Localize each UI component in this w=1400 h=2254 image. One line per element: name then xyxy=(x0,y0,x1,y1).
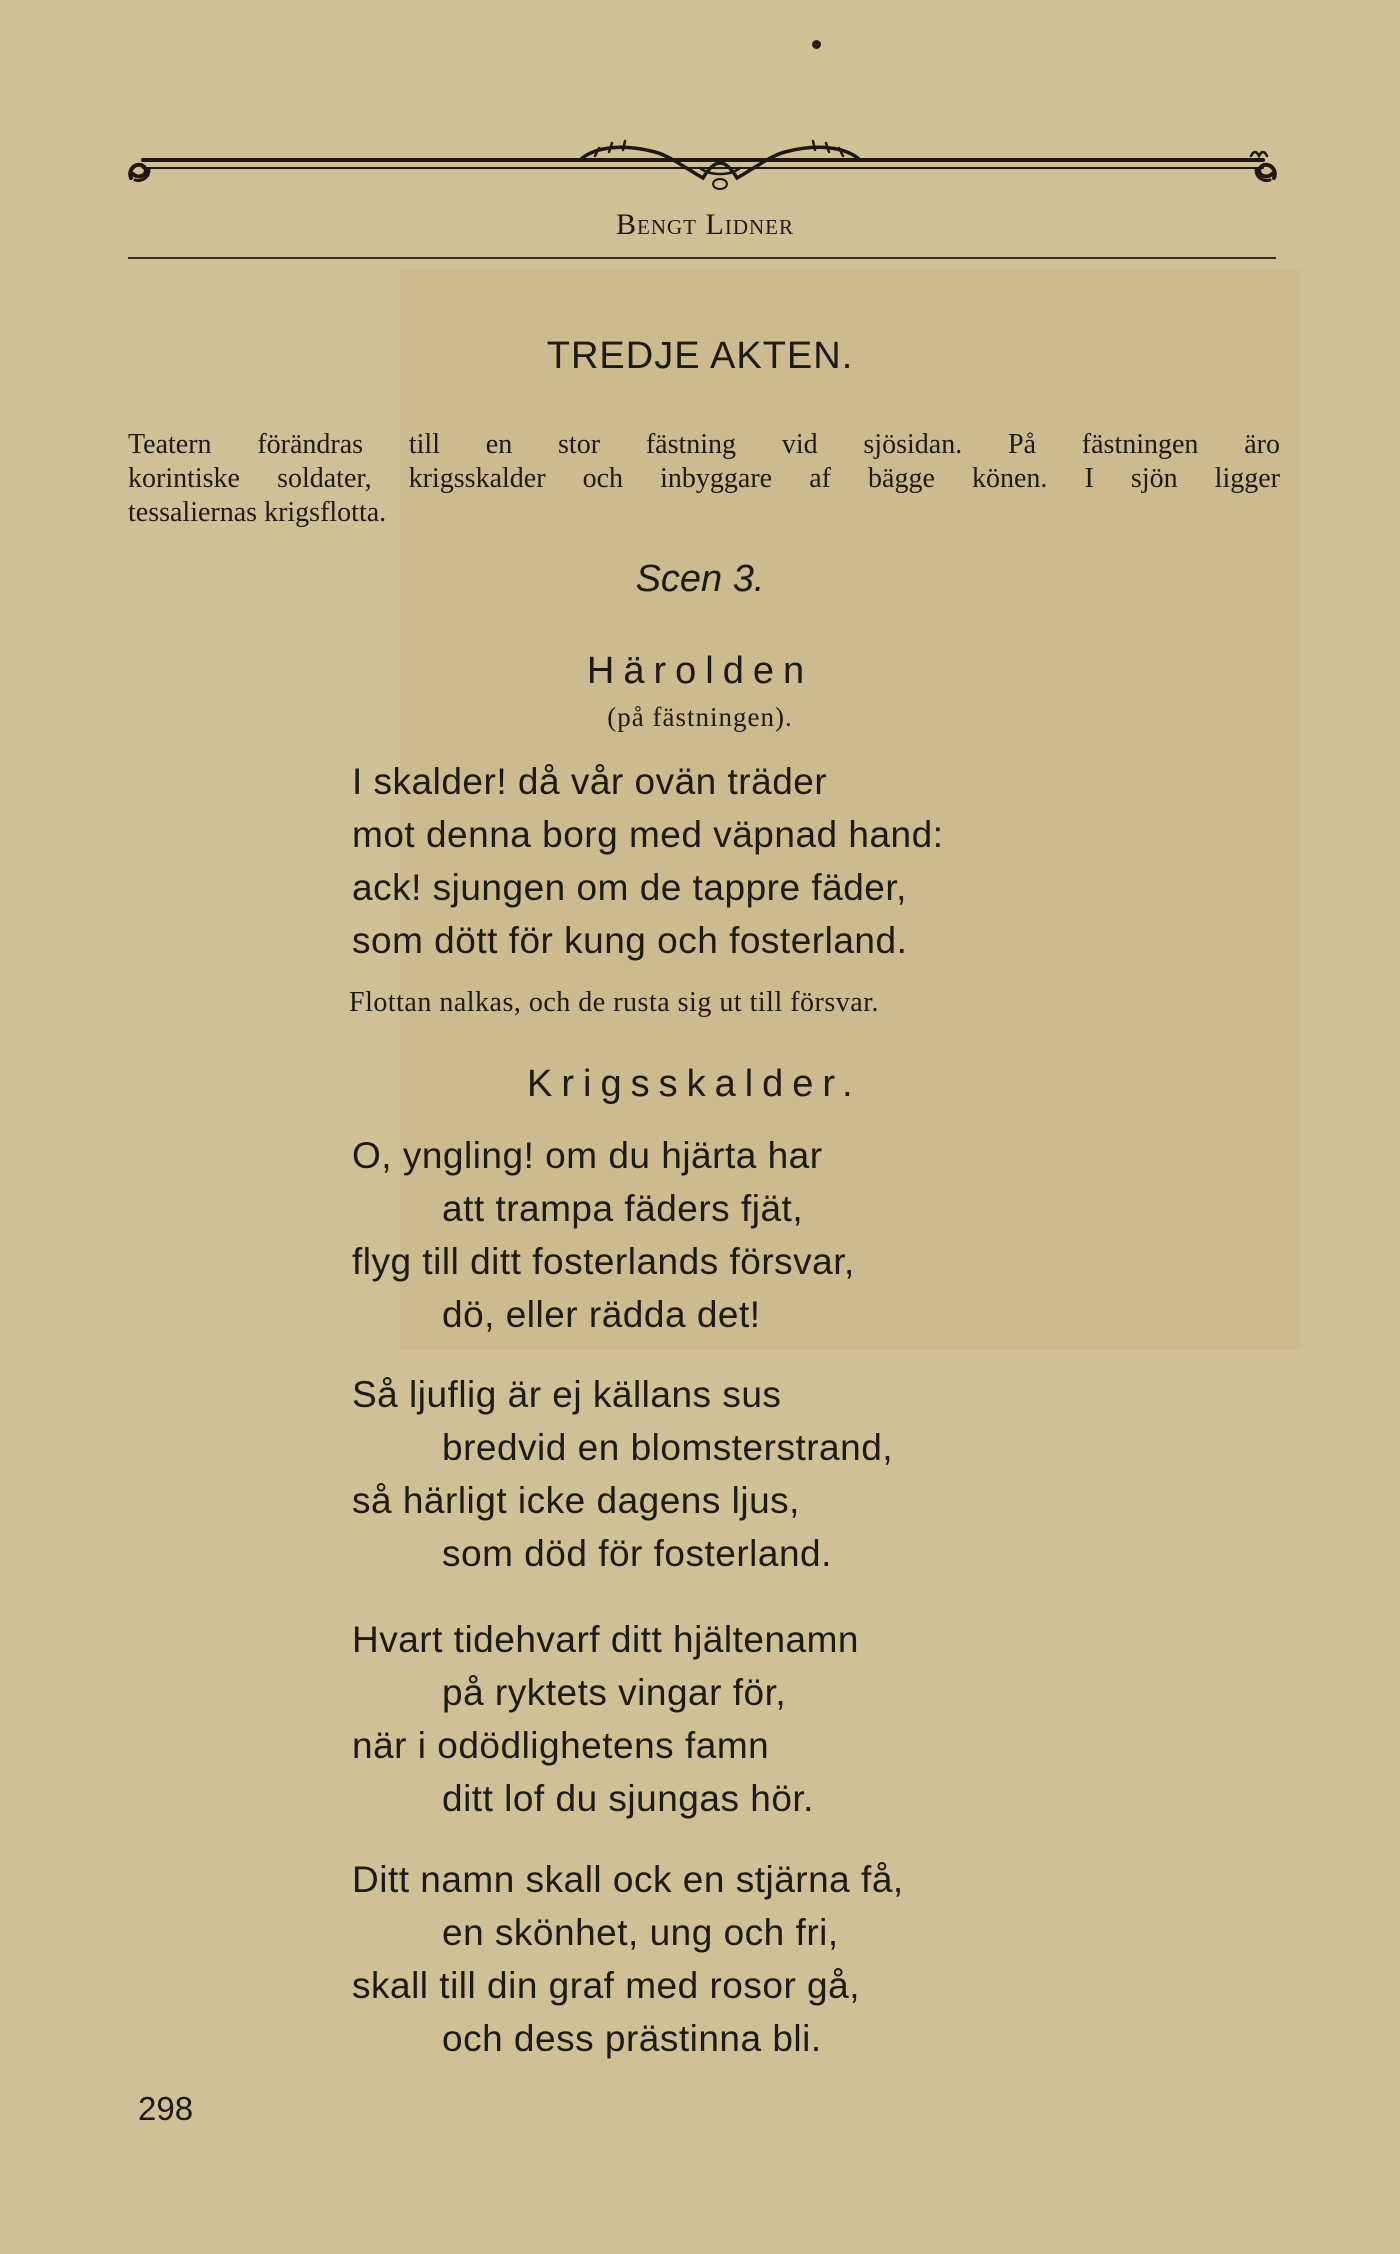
stanza-3 xyxy=(352,1368,893,1580)
ink-speck xyxy=(812,40,821,49)
scene-heading: Scen 3. xyxy=(635,558,765,600)
speaker-krigsskalder: Krigsskalder. xyxy=(527,1063,862,1105)
running-header-text: Bengt Lidner xyxy=(616,208,794,241)
stage-direction-line: Teatern förändras till en stor fästning vid sjösidan. På fästningen äro xyxy=(128,429,1280,460)
verse-line: som död för fosterland. xyxy=(442,1533,832,1574)
stage-direction-line: korintiske soldater, krigsskalder och inbyggare af bägge könen. I sjön ligger xyxy=(128,463,1280,494)
verse-line: flyg till ditt fosterlands försvar, xyxy=(352,1241,855,1282)
verse-line: när i odödlighetens famn xyxy=(352,1725,770,1766)
verse-line: O, yngling! om du hjärta har xyxy=(352,1135,823,1176)
verse-line: I skalder! då vår ovän träder xyxy=(352,761,828,802)
act-title: TREDJE AKTEN. xyxy=(546,335,854,377)
verse-line: ack! sjungen om de tappre fäder, xyxy=(352,867,907,908)
verse-line: att trampa fäders fjät, xyxy=(442,1188,804,1229)
header-rule xyxy=(128,257,1276,259)
verse-line: och dess prästinna bli. xyxy=(442,2018,822,2059)
verse-line: skall till din graf med rosor gå, xyxy=(352,1965,860,2006)
stanza-5 xyxy=(352,1853,904,2065)
running-header xyxy=(0,208,1400,242)
stage-direction-2: Flottan nalkas, och de rusta sig ut till försvar. xyxy=(349,987,879,1018)
verse-line: Så ljuflig är ej källans sus xyxy=(352,1374,782,1415)
verse-line: Ditt namn skall ock en stjärna få, xyxy=(352,1859,904,1900)
stanza-2 xyxy=(352,1129,855,1341)
stage-direction xyxy=(128,428,1280,530)
verse-line: mot denna borg med väpnad hand: xyxy=(352,814,944,855)
stanza-4 xyxy=(352,1613,859,1825)
stage-direction-line: tessaliernas krigsflotta. xyxy=(128,497,387,528)
speaker-heraldens: Härolden xyxy=(586,650,814,692)
speaker-note: (på fästningen). xyxy=(607,702,793,732)
verse-line: ditt lof du sjungas hör. xyxy=(442,1778,814,1819)
verse-line: så härligt icke dagens ljus, xyxy=(352,1480,800,1521)
verse-line: som dött för kung och fosterland. xyxy=(352,920,908,961)
page-number: 298 xyxy=(138,2090,194,2127)
verse-line: Hvart tidehvarf ditt hjältenamn xyxy=(352,1619,860,1660)
stanza-1 xyxy=(352,755,943,967)
header-ornament xyxy=(125,138,1280,198)
verse-line: på ryktets vingar för, xyxy=(442,1672,787,1713)
verse-line: en skönhet, ung och fri, xyxy=(442,1912,839,1953)
verse-line: bredvid en blomsterstrand, xyxy=(442,1427,894,1468)
verse-line: dö, eller rädda det! xyxy=(442,1294,761,1335)
